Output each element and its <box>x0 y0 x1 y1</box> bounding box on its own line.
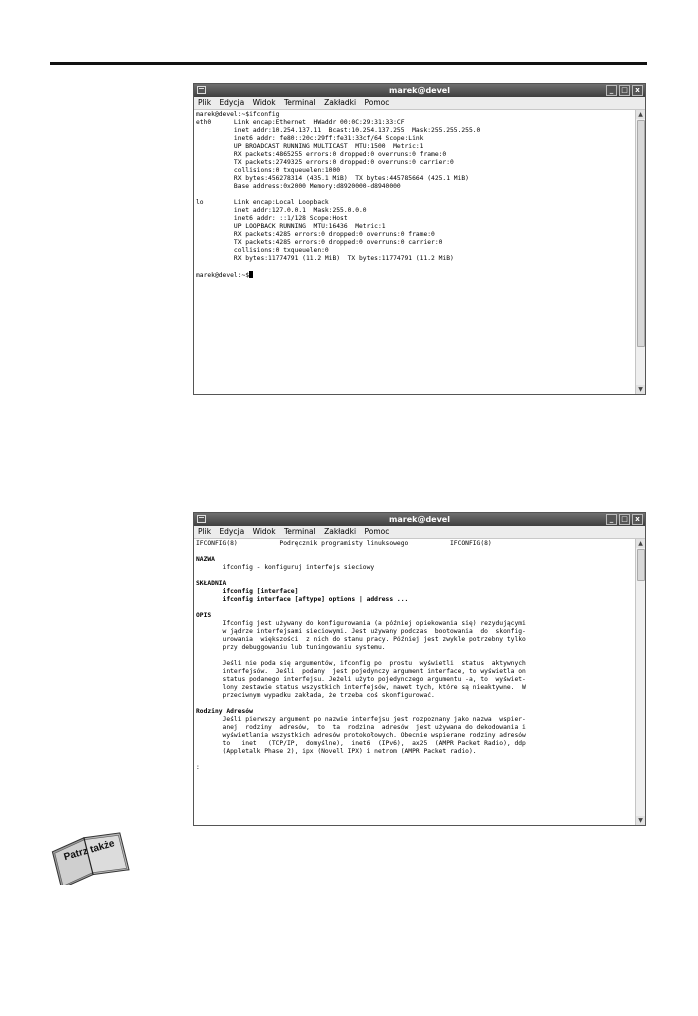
man-line <box>196 700 636 708</box>
menu-plik[interactable]: Plik <box>198 527 212 536</box>
minimize-icon[interactable]: _ <box>606 514 617 525</box>
scroll-down-icon[interactable]: ▼ <box>636 816 645 825</box>
man-line: ifconfig - konfiguruj interfejs sieciowy <box>196 564 375 571</box>
close-icon[interactable]: x <box>632 514 643 525</box>
scrollbar[interactable] <box>635 110 645 394</box>
man-line: status podanego interfejsu. Jeżeli użyto pojedynczego argumentu -a, to wyświet- <box>196 676 526 683</box>
window-titlebar[interactable] <box>194 84 645 97</box>
menu-edycja[interactable]: Edycja <box>219 98 245 107</box>
man-line: IFCONFIG(8) Podręcznik programisty linuksowego IFCONFIG(8) <box>196 540 492 547</box>
menu-plik[interactable]: Plik <box>198 98 212 107</box>
man-line: OPIS <box>196 612 212 619</box>
terminal-line: collisions:0 txqueuelen:1000 <box>196 167 341 174</box>
man-line: interfejsów. Jeśli podany jest pojedynczy argument interface, to wyświetla on <box>196 668 526 675</box>
terminal-icon[interactable] <box>197 515 206 523</box>
man-page-output[interactable] <box>194 540 636 825</box>
scrollbar-thumb[interactable] <box>637 549 645 581</box>
menu-pomoc[interactable]: Pomoc <box>364 527 390 536</box>
minimize-icon[interactable]: _ <box>606 85 617 96</box>
terminal-line: eth0 Link encap:Ethernet HWaddr 00:0C:29:31:33:CF <box>196 119 405 126</box>
menu-edycja[interactable]: Edycja <box>219 527 245 536</box>
man-line: NAZWA <box>196 556 215 563</box>
terminal-line: inet addr:10.254.137.11 Bcast:10.254.137.255 Mask:255.255.255.0 <box>196 127 481 134</box>
prompt: marek@devel:~$ <box>196 272 250 279</box>
prompt-line[interactable] <box>196 271 636 279</box>
terminal-output[interactable] <box>194 111 636 394</box>
menu-terminal[interactable]: Terminal <box>284 98 316 107</box>
menu-terminal[interactable]: Terminal <box>284 527 316 536</box>
man-line <box>196 548 636 556</box>
man-line: Rodziny Adresów <box>196 708 253 715</box>
man-line <box>196 756 636 764</box>
header-rule <box>50 62 647 65</box>
terminal-line: marek@devel:~$ifconfig <box>196 111 280 118</box>
menu-bar <box>194 526 645 539</box>
terminal-window-man-ifconfig[interactable] <box>193 512 646 826</box>
terminal-line: inet6 addr: fe80::20c:29ff:fe31:33cf/64 Scope:Link <box>196 135 424 142</box>
scroll-down-icon[interactable]: ▼ <box>636 385 645 394</box>
maximize-icon[interactable]: □ <box>619 514 630 525</box>
man-line: wyświetlania wszystkich adresów protokołowych. Obecnie wspierane rodziny adresów <box>196 732 526 739</box>
menu-zakladki[interactable]: Zakładki <box>324 527 357 536</box>
terminal-line: TX packets:2749325 errors:0 dropped:0 overruns:0 carrier:0 <box>196 159 454 166</box>
man-line: anej rodziny adresów, to ta rodzina adresów jest używana do dekodowania i <box>196 724 526 731</box>
man-line: Jeśli pierwszy argument po nazwie interfejsu jest rozpoznany jako nazwa wspier- <box>196 716 526 723</box>
terminal-line <box>196 191 636 199</box>
terminal-line: UP LOOPBACK RUNNING MTU:16436 Metric:1 <box>196 223 386 230</box>
terminal-line: RX bytes:456278314 (435.1 MiB) TX bytes:445785664 (425.1 MiB) <box>196 175 469 182</box>
terminal-line: collisions:0 txqueuelen:0 <box>196 247 329 254</box>
scroll-up-icon[interactable]: ▲ <box>636 110 645 119</box>
man-line: przy debuggowaniu lub tuningowaniu systemu. <box>196 644 386 651</box>
man-line: : <box>196 764 200 771</box>
menu-widok[interactable]: Widok <box>252 527 276 536</box>
man-line: lony zestawie status wszystkich interfejsów, nawet tych, które są nieaktywne. W <box>196 684 526 691</box>
man-line: w jądrze interfejsami sieciowymi. Jest używany podczas bootowania do skonfig- <box>196 628 526 635</box>
man-line <box>196 604 636 612</box>
see-also-label: Patrz także <box>62 838 116 864</box>
man-line: (Appletalk Phase 2), ipx (Novell IPX) i netrom (AMPR Packet radio). <box>196 748 477 755</box>
window-titlebar[interactable] <box>194 513 645 526</box>
scrollbar[interactable] <box>635 539 645 825</box>
terminal-line: lo Link encap:Local Loopback <box>196 199 329 206</box>
see-also-book-icon <box>46 823 132 885</box>
man-line: to inet (TCP/IP, domyślne), inet6 (IPv6), ax25 (AMPR Packet Radio), ddp <box>196 740 526 747</box>
menu-zakladki[interactable]: Zakładki <box>324 98 357 107</box>
man-line: ifconfig interface [aftype] options | address ... <box>196 596 409 603</box>
menu-widok[interactable]: Widok <box>252 98 276 107</box>
man-line <box>196 652 636 660</box>
window-title: marek@devel <box>389 515 450 524</box>
terminal-line: UP BROADCAST RUNNING MULTICAST MTU:1500 Metric:1 <box>196 143 424 150</box>
terminal-line: RX bytes:11774791 (11.2 MiB) TX bytes:11774791 (11.2 MiB) <box>196 255 454 262</box>
window-title: marek@devel <box>389 86 450 95</box>
terminal-line: Base address:0x2000 Memory:d8920000-d8940000 <box>196 183 401 190</box>
man-line: ifconfig [interface] <box>196 588 299 595</box>
close-icon[interactable]: x <box>632 85 643 96</box>
man-line <box>196 572 636 580</box>
man-line: Ifconfig jest używany do konfigurowania (a później opiekowania się) rezydującymi <box>196 620 526 627</box>
man-line: przeciwnym wypadku zakłada, że trzeba coś skonfigurować. <box>196 692 435 699</box>
terminal-icon[interactable] <box>197 86 206 94</box>
terminal-line <box>196 263 636 271</box>
man-line: Jeśli nie poda się argumentów, ifconfig po prostu wyświetli status aktywnych <box>196 660 526 667</box>
terminal-line: RX packets:4285 errors:0 dropped:0 overruns:0 frame:0 <box>196 231 435 238</box>
terminal-line: inet6 addr: ::1/128 Scope:Host <box>196 215 348 222</box>
text-cursor <box>249 271 253 278</box>
scroll-up-icon[interactable]: ▲ <box>636 539 645 548</box>
terminal-line: RX packets:4865255 errors:0 dropped:0 overruns:0 frame:0 <box>196 151 447 158</box>
terminal-line: inet addr:127.0.0.1 Mask:255.0.0.0 <box>196 207 367 214</box>
maximize-icon[interactable]: □ <box>619 85 630 96</box>
man-line: urowania większości z nich do stanu pracy. Później jest zwykle potrzebny tylko <box>196 636 526 643</box>
menu-bar <box>194 97 645 110</box>
menu-pomoc[interactable]: Pomoc <box>364 98 390 107</box>
scrollbar-thumb[interactable] <box>637 120 645 347</box>
man-line: SKŁADNIA <box>196 580 227 587</box>
terminal-line: TX packets:4285 errors:0 dropped:0 overruns:0 carrier:0 <box>196 239 443 246</box>
terminal-window-ifconfig[interactable] <box>193 83 646 395</box>
